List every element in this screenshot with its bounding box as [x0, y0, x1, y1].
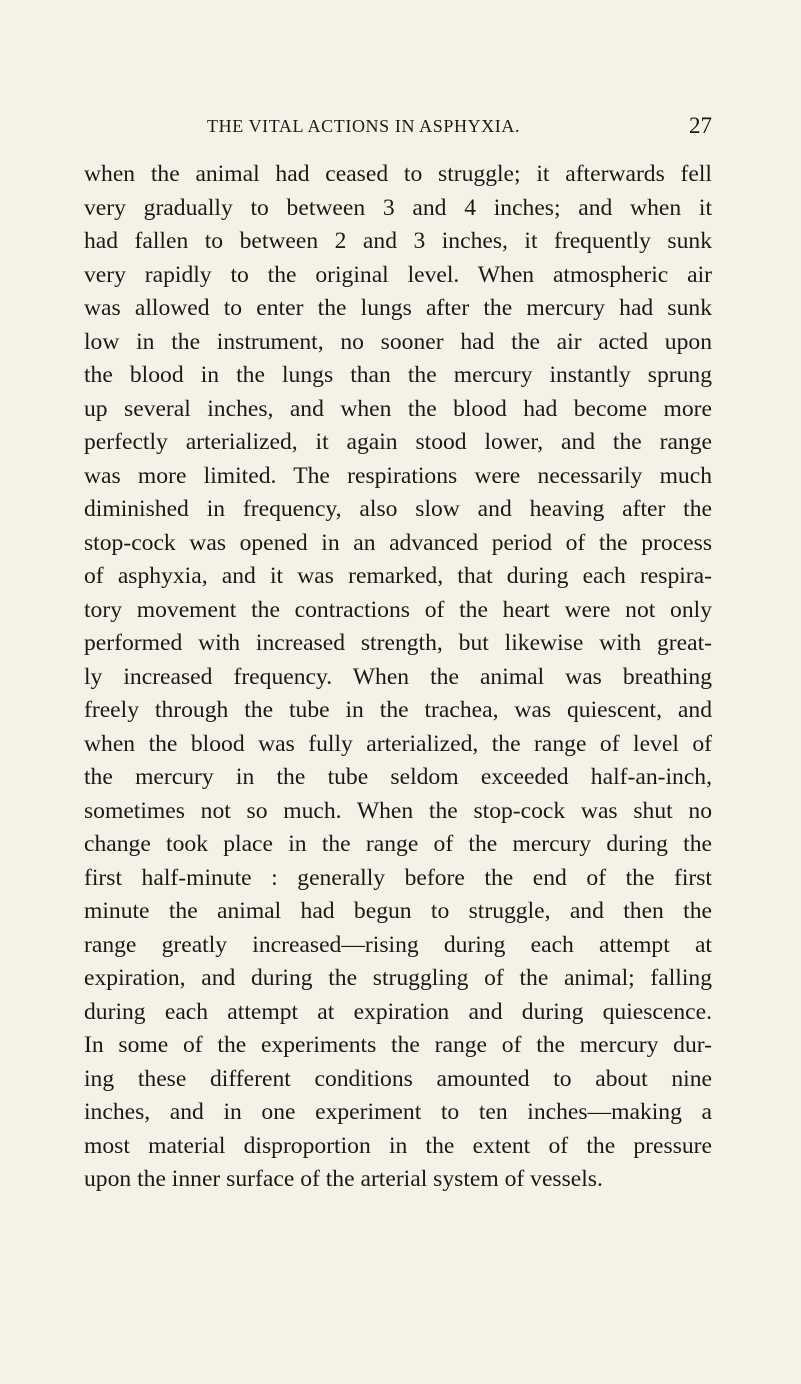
text-line: during each attempt at expiration and during quiescence.	[84, 998, 712, 1025]
text-line: perfectly arterialized, it again stood lower, and the range	[84, 429, 712, 455]
text-line: when the animal had ceased to struggle; it afterwards fell	[84, 161, 712, 187]
text-line: very gradually to between 3 and 4 inches; and when it	[84, 194, 712, 221]
text-line: first half-minute : generally before the end of the first	[84, 864, 712, 891]
page-number: 27	[689, 113, 712, 138]
text-line: In some of the experiments the range of the mercury dur-	[84, 1032, 712, 1058]
text-line: change took place in the range of the mercury during the	[84, 831, 712, 857]
text-line: ing these different conditions amounted to about nine	[84, 1065, 712, 1092]
text-line: diminished in frequency, also slow and heaving after the	[84, 496, 712, 522]
text-line: range greatly increased—rising during each attempt at	[84, 931, 712, 958]
running-head	[84, 113, 712, 142]
text-line: was more limited. The respirations were necessarily much	[84, 462, 712, 489]
text-line: performed with increased strength, but likewise with great-	[84, 630, 712, 656]
text-line: had fallen to between 2 and 3 inches, it frequently sunk	[84, 228, 712, 254]
text-line: sometimes not so much. When the stop-cock was shut no	[84, 797, 712, 824]
text-line: stop-cock was opened in an advanced period of the process	[84, 529, 712, 556]
text-line: very rapidly to the original level. When atmospheric air	[84, 261, 712, 288]
text-line: most material disproportion in the extent of the pressure	[84, 1132, 712, 1159]
text-line: when the blood was fully arterialized, the range of level of	[84, 730, 712, 757]
text-line: ly increased frequency. When the animal was breathing	[84, 663, 712, 690]
text-line: tory movement the contractions of the heart were not only	[84, 596, 712, 623]
running-title: THE VITAL ACTIONS IN ASPHYXIA.	[207, 116, 521, 136]
text-line: upon the inner surface of the arterial system of vessels.	[84, 1166, 603, 1192]
text-line: inches, and in one experiment to ten inches—making a	[84, 1099, 712, 1125]
text-line: of asphyxia, and it was remarked, that during each respira-	[84, 563, 712, 589]
text-line: expiration, and during the struggling of the animal; falling	[84, 965, 712, 991]
text-line: the blood in the lungs than the mercury instantly sprung	[84, 362, 712, 388]
text-line: the mercury in the tube seldom exceeded half-an-inch,	[84, 764, 712, 790]
text-line: minute the animal had begun to struggle, and then the	[84, 898, 712, 924]
text-line: low in the instrument, no sooner had the air acted upon	[84, 328, 712, 355]
text-line: was allowed to enter the lungs after the mercury had sunk	[84, 295, 712, 321]
text-line: up several inches, and when the blood had become more	[84, 395, 712, 422]
body-text	[84, 158, 712, 1197]
text-line: freely through the tube in the trachea, was quiescent, and	[84, 697, 712, 723]
